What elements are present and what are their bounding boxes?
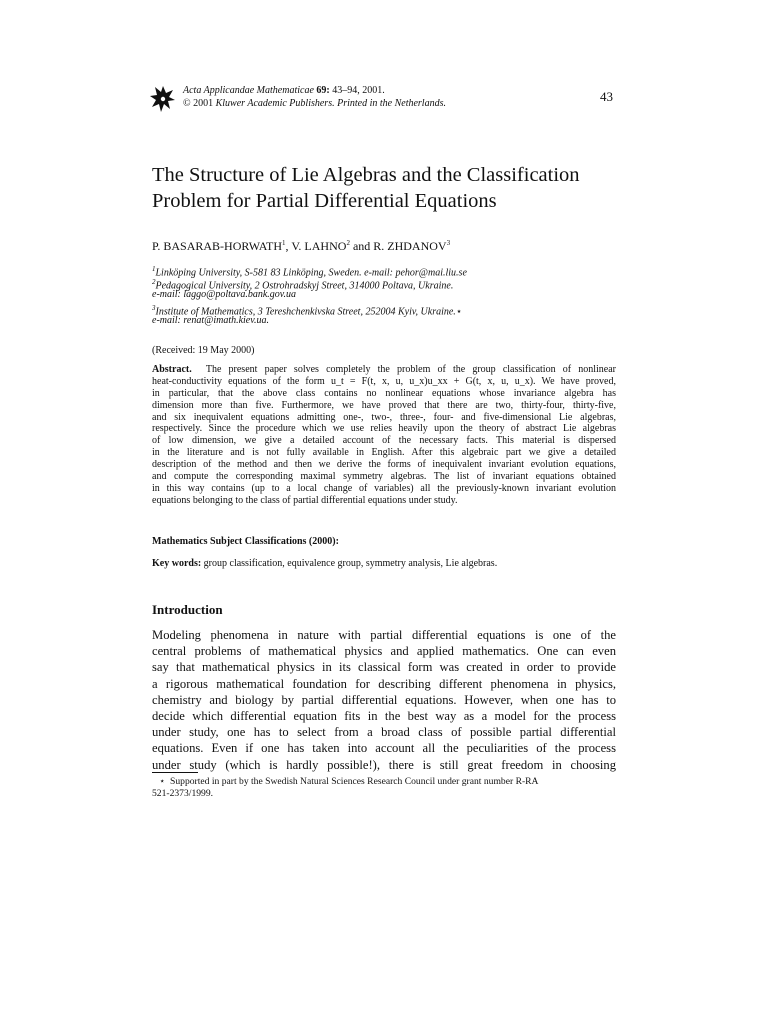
body-line: under study (which is hardly possible!), there is still great freedom in choosing <box>152 757 616 772</box>
affiliation-2-text: Pedagogical University, 2 Ostrohradskyj Street, 314000 Poltava, Ukraine. <box>155 280 454 292</box>
keywords <box>152 558 497 569</box>
abstract-line: and six inequivalent equations admitting one-, two-, three-, four- and five-dimensional Lie algebras, <box>152 411 616 423</box>
footnote-line-1 <box>152 776 616 788</box>
body-line: central problems of mathematical physics and applied mathematics. One can even <box>152 644 616 659</box>
footnote-line-2: 521-2373/1999. <box>152 788 214 799</box>
body-line: Modeling phenomena in nature with partial differential equations is one of the <box>152 628 616 642</box>
affiliation-3-star: ⋆ <box>455 306 463 318</box>
copyright-line <box>183 98 446 110</box>
abstract-line: respectively. Since the procedure which we use relies heavily upon the theory of abstract Lie algebras <box>152 423 616 435</box>
footnote-rule <box>152 772 198 773</box>
abstract-line: heat-conductivity equations of the form u_t = F(t, x, u, u_x)u_xx + G(t, x, u, u_x). We have proved, <box>152 375 616 387</box>
abstract-line: in the literature and is not fully available in English. After this algebraic part we give a detailed <box>152 447 616 459</box>
body-line: say that mathematical physics in its classical form was created in order to provide <box>152 660 616 675</box>
journal-pages-year: 43–94, 2001. <box>332 85 385 96</box>
affiliation-1-mark: 1 <box>152 265 156 273</box>
author-3-mark: 3 <box>446 239 451 247</box>
affiliation-3-mark: 3 <box>152 304 156 312</box>
copyright: © 2001 <box>183 98 214 109</box>
publisher-logo-icon <box>150 84 176 114</box>
printed-in: Printed in the Netherlands. <box>337 98 446 109</box>
abstract-line: in particular, that the above class contains no nonlinear equations whose invariance algebra has <box>152 387 616 399</box>
keywords-label: Key words: <box>152 558 202 569</box>
introduction-text <box>152 627 616 773</box>
abstract <box>152 364 616 507</box>
footnote-text: Supported in part by the Swedish Natural Sciences Research Council under grant number R-RA <box>170 776 539 787</box>
footnote <box>152 776 616 800</box>
received-date: (Received: 19 May 2000) <box>152 345 255 356</box>
journal-citation <box>183 85 385 97</box>
affiliation-2-mark: 2 <box>152 278 156 286</box>
abstract-line: and compute the corresponding maximal symmetry algebras. The list of invariant equations obtained <box>152 471 616 483</box>
section-heading: Introduction <box>152 602 223 617</box>
abstract-label: Abstract. <box>152 364 192 375</box>
abstract-line: in this way contains (up to a local change of variables) all the previously-known invariant evolution <box>152 482 616 494</box>
body-line: equations. Even if one has taken into account all the peculiarities of the process <box>152 741 616 756</box>
author-list <box>152 239 450 254</box>
abstract-line <box>152 364 616 376</box>
body-line: chemistry and biology by partial differential equations. However, when one has to <box>152 692 616 707</box>
journal-name: Acta Applicandae Mathematicae <box>183 85 314 96</box>
author-2-mark: 2 <box>346 239 350 247</box>
author-3: and R. ZHDANOV <box>349 239 447 253</box>
author-1-mark: 1 <box>282 239 286 247</box>
page-number: 43 <box>600 89 613 104</box>
journal-volume: 69: <box>316 85 330 96</box>
paper-title <box>152 162 622 214</box>
abstract-line: description of the method and then we derive the forms of inequivalent invariant evolution equations, <box>152 459 616 471</box>
body-line: decide which differential equation fits in the best way as a model for the process <box>152 708 616 723</box>
author-1: P. BASARAB-HORWATH <box>152 239 283 253</box>
publisher: Kluwer Academic Publishers. <box>215 98 335 109</box>
title-line-1: The Structure of Lie Algebras and the Classification <box>152 164 580 186</box>
msc-heading: Mathematics Subject Classifications (2000): <box>152 536 339 547</box>
footnote-star: ⋆ <box>159 776 166 787</box>
abstract-line: equations belonging to the class of partial differential equations under study. <box>152 494 458 506</box>
abstract-line: dimension more than five. Furthermore, we have proved that there are two, thirty-four, thirty-five, <box>152 399 616 411</box>
affiliation-3-text: Institute of Mathematics, 3 Tereshchenkivska Street, 252004 Kyiv, Ukraine. <box>155 306 456 318</box>
title-line-2: Problem for Partial Differential Equations <box>152 190 497 212</box>
affiliation-2-email: e-mail: laggo@poltava.bank.gov.ua <box>152 289 296 300</box>
author-2: , V. LAHNO <box>285 239 347 253</box>
affiliation-3-email: e-mail: renat@imath.kiev.ua. <box>152 315 269 326</box>
affiliation-1-text: Linköping University, S-581 83 Linköping, Sweden. e-mail: pehor@mai.liu.se <box>155 267 467 279</box>
body-line: under study, one has to select from a broad class of possible partial differential <box>152 725 616 740</box>
body-line: a rigorous mathematical foundation for describing different phenomena in physics, <box>152 676 616 691</box>
abstract-line: of low dimension, we give a detailed account of the necessary facts. This material is dispersed <box>152 435 616 447</box>
keywords-text: group classification, equivalence group, symmetry analysis, Lie algebras. <box>203 558 498 569</box>
abstract-line-text: The present paper solves completely the problem of the group classification of nonlinear <box>205 364 616 375</box>
